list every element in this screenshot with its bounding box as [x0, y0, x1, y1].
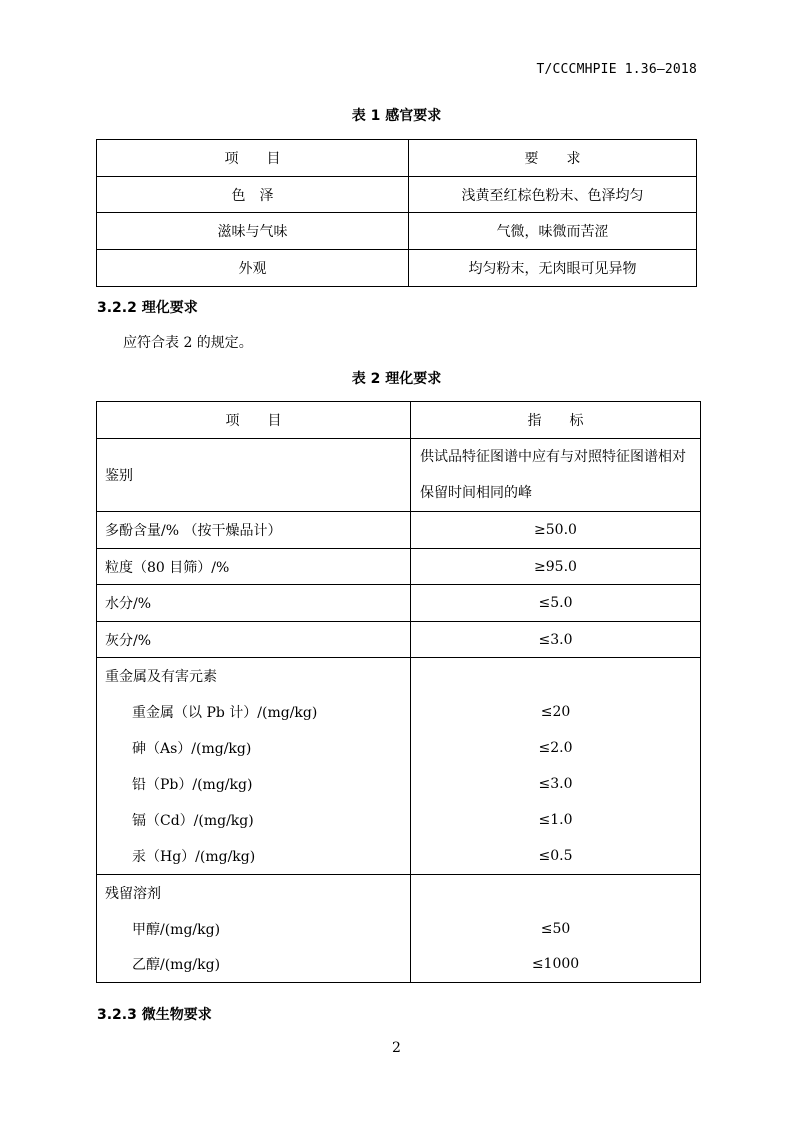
table1-cell-requirement: 气微，味微而苦涩: [409, 213, 697, 250]
table-row: [97, 875, 701, 911]
table2-cell-indicator: ≤5.0: [411, 585, 701, 622]
solvents-title: 残留溶剂: [97, 875, 411, 911]
page-number: 2: [392, 1040, 401, 1056]
table2-cell-item: 粒度（80 目筛）/%: [97, 549, 411, 585]
table-row: [97, 802, 701, 838]
table2-cell-item: 多酚含量/% （按干燥品计）: [97, 512, 411, 549]
table2-cell-indicator: ≤3.0: [411, 622, 701, 658]
heavy-metal-indicator: ≤20: [411, 694, 701, 730]
table-row: [97, 439, 701, 512]
table1-caption: 表 1 感官要求: [351, 108, 442, 124]
table-row: [97, 838, 701, 875]
heavy-metals-title: 重金属及有害元素: [97, 658, 411, 694]
table-row: [97, 730, 701, 766]
heavy-metal-indicator: ≤2.0: [411, 730, 701, 766]
document-code: T/CCCMHPIE 1.36—2018: [536, 62, 697, 77]
table-row: [97, 622, 701, 658]
table1-cell-item: 滋味与气味: [97, 213, 409, 250]
table1-cell-requirement: 均匀粉末，无肉眼可见异物: [409, 250, 697, 287]
table2-caption: 表 2 理化要求: [351, 371, 442, 387]
solvent-indicator: ≤50: [411, 911, 701, 947]
table2-cell-indicator: ≥95.0: [411, 549, 701, 585]
table2-header-indicator: 指 标: [411, 402, 701, 439]
table-row: [97, 585, 701, 622]
table1-cell-item: 外观: [97, 250, 409, 287]
table1-cell-requirement: 浅黄至红棕色粉末、色泽均匀: [409, 177, 697, 213]
identification-indicator: [411, 439, 701, 512]
solvent-indicator: ≤1000: [411, 947, 701, 983]
table1-cell-item: 色 泽: [97, 177, 409, 213]
table2-cell-indicator: ≥50.0: [411, 512, 701, 549]
heavy-metal-indicator: ≤1.0: [411, 802, 701, 838]
table-row: [97, 911, 701, 947]
section-3-2-2-title: 3.2.2 理化要求: [97, 300, 198, 316]
table-row: [97, 177, 697, 213]
heavy-metal-indicator: ≤3.0: [411, 766, 701, 802]
table2-header-item: 项 目: [97, 402, 411, 439]
table-row: [97, 549, 701, 585]
identification-item: 鉴别: [97, 439, 411, 512]
table-row: [97, 766, 701, 802]
table-row: [97, 694, 701, 730]
heavy-metal-item: 铅（Pb）/(mg/kg): [97, 766, 411, 802]
table2-cell-item: 灰分/%: [97, 622, 411, 658]
section-3-2-3-title: 3.2.3 微生物要求: [97, 1007, 212, 1023]
physicochemical-requirements-table: [96, 401, 701, 983]
solvent-item: 甲醇/(mg/kg): [97, 911, 411, 947]
table2-cell-item: 水分/%: [97, 585, 411, 622]
heavy-metal-item: 汞（Hg）/(mg/kg): [97, 838, 411, 875]
solvent-item: 乙醇/(mg/kg): [97, 947, 411, 983]
heavy-metal-item: 镉（Cd）/(mg/kg): [97, 802, 411, 838]
table-row: [97, 512, 701, 549]
heavy-metal-indicator: ≤0.5: [411, 838, 701, 875]
table1-header-requirement: 要 求: [409, 140, 697, 177]
sensory-requirements-table: [96, 139, 697, 287]
table-row: [97, 213, 697, 250]
table1-header-item: 项 目: [97, 140, 409, 177]
table-row: [97, 947, 701, 983]
heavy-metal-item: 砷（As）/(mg/kg): [97, 730, 411, 766]
section-3-2-2-text: 应符合表 2 的规定。: [123, 335, 253, 351]
heavy-metal-item: 重金属（以 Pb 计）/(mg/kg): [97, 694, 411, 730]
table-row: [97, 658, 701, 694]
table-row: [97, 250, 697, 287]
identification-line-2: 保留时间相同的峰: [420, 485, 532, 501]
identification-line-1: 供试品特征图谱中应有与对照特征图谱相对: [420, 449, 686, 465]
